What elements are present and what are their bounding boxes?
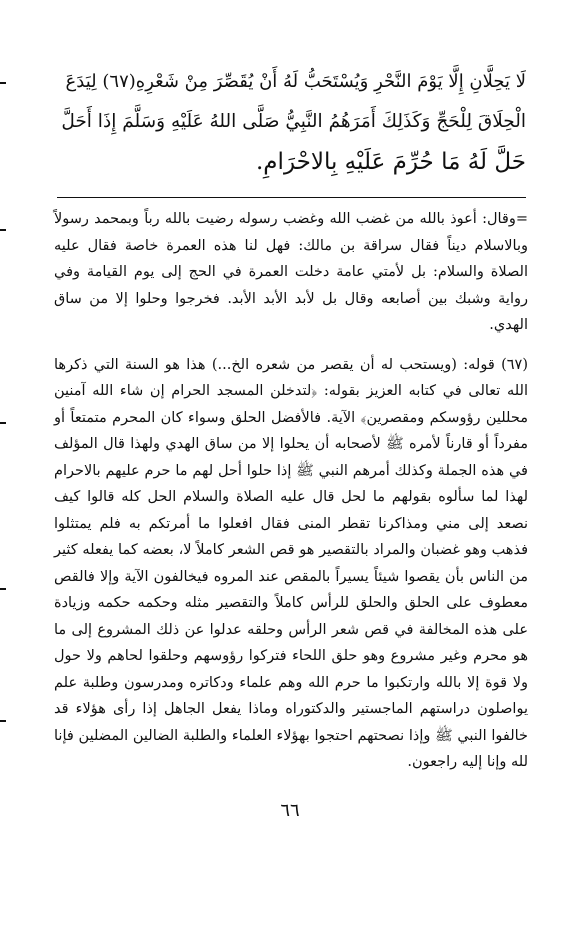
- main-text-line: الْحِلَاقَ لِلْحَجِّ وَكَذَلِكَ أَمَرَهُمُ النَّبِيُّ صَلَّى اللهُ عَلَيْهِ وَسَلَّمَ إِذَا أَحَلَّ: [61, 111, 526, 132]
- page-number: ٦٦: [280, 800, 300, 821]
- margin-tick-mark: [0, 229, 6, 231]
- margin-tick-mark: [0, 422, 6, 424]
- main-text-line: حَلَّ لَهُ مَا حُرِّمَ عَلَيْهِ بِالاحْرَامِ.: [256, 149, 526, 175]
- margin-tick-mark: [0, 82, 6, 84]
- footnote-paragraph-67: (٦٧) قوله: (ويستحب له أن يقصر من شعره الخ...) هذا هو السنة التي ذكرها الله تعالى في كتابه العزيز بقوله: ﴿لتدخلن المسجد الحرام إن شاء الله آمنين محللين رؤوسكم ومقصرين﴾ الآية. فالأفضل الحلق وسواء كان المحرم متمتعاً أو مفرداً أو قارناً لأمره ﷺ لأصحابه أن يحلوا إلا من ساق الهدي ولهذا قال المؤلف في هذه الجملة وكذلك أمرهم النبي ﷺ إذا حلوا أحل لهم ما حرم عليهم بالاحرام لهذا لما سألوه بقولهم ما لحل قال عليه الصلاة والسلام الحل كله قالوا كيف نصعد إلى مني ومذاكرنا تقطر المنى فقال افعلوا ما أمرتكم به فلم يمتثلوا فذهب وهو غضبان والمراد بالتقصير هو قص الشعر كاملاً لا، بعضه كما يفعله كثير من الناس بأن يقصوا شيئاً يسيراً بالمقص عند المروه فيخالفون الآية وإلا فالقص معطوف على الحلق والحلق للرأس كاملاً والتقصير مثله وحكمه حكمه وزيادة على هذه المخالفة في قص شعر الرأس وحلقه عدلوا عن ذلك المشروع إلى ما هو محرم وغير مشروع وهو حلق اللحاء فتركوا رؤوسهم وحلقوا لحاهم ولا حول ولا قوة إلا بالله وارتكبوا ما حرم الله وهم علماء ودكاتره ومدرسون وطلبة علم يواصلون دراستهم الماجستير والدكتوراه وماذا يفعل الجاهل إذا رأى هؤلاء قد خالفوا النبي ﷺ وإذا نصحتهم احتجوا بهؤلاء العلماء والطلبة الضالين المضلين فإنا لله وإنا إليه راجعون.: [54, 356, 528, 770]
- footnote-paragraph-continuation: =وقال: أعوذ بالله من غضب الله وغضب رسوله رضيت بالله رباً وبمحمد رسولاً وبالاسلام ديناً فقال سراقة بن مالك: فهل لنا هذه العمرة خاصة فقال عليه الصلاة والسلام: بل لأمتي عامة دخلت العمرة في الحج إلى يوم القيامة وفي رواية وشبك بين أصابعه وقال بل لأبد الأبد الأبد. فخرجوا وحلوا إلا من ساق الهدي.: [54, 211, 528, 333]
- main-text-line: لَا يَحِلَّانِ إِلَّا يَوْمَ النَّحْرِ وَيُسْتَحَبُّ لَهُ أَنْ يُقَصِّرَ مِنْ شَعْرِهِ(٦٧) لِيَدَعَ: [65, 71, 526, 92]
- footnote-separator-rule: [57, 197, 526, 198]
- margin-tick-mark: [0, 720, 6, 722]
- margin-tick-mark: [0, 588, 6, 590]
- main-text-block: [56, 62, 526, 182]
- footnotes-block: [54, 206, 528, 776]
